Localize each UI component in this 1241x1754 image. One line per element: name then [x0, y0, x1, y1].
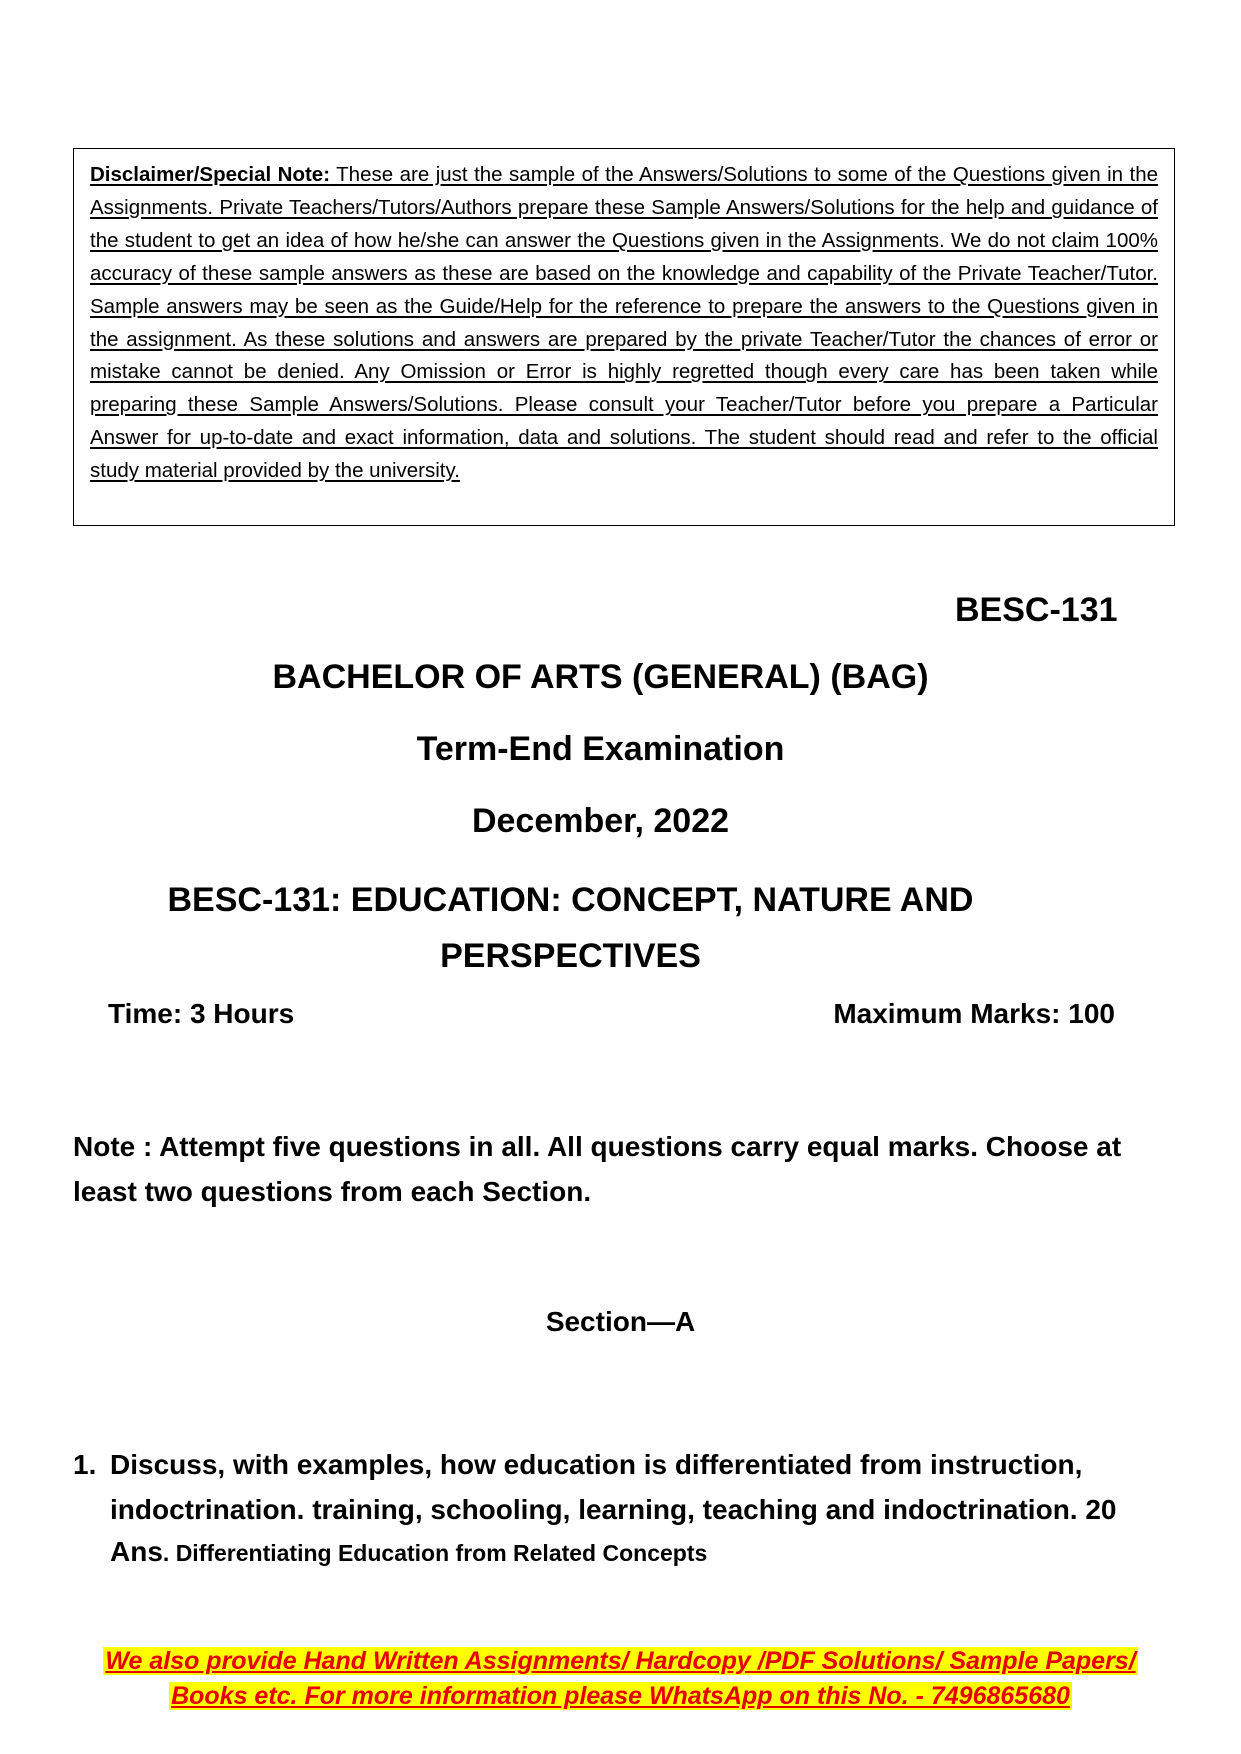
disclaimer-body: These are just the sample of the Answers/Solutions to some of the Questions given in the Assignments. Private Teachers/Tutors/Authors prepare these Sample Answers/Solutions for the help and guidance of the student to get an idea of how he/she can answer the Questions given in the Assignments. We do not claim 100% accuracy of these sample answers as these are based on the knowledge and capability of the Private Teacher/Tutor. Sample answers may be seen as the Guide/Help for the reference to prepare the answers to the Questions given in the assignment. As these solutions and answers are prepared by the private Teacher/Tutor the chances of error or mistake cannot be denied. Any Omission or Error is highly regretted though every care has been taken while preparing these Sample Answers/Solutions. Please consult your Teacher/Tutor before you prepare a Particular Answer for up-to-date and exact information, data and solutions. The student should read and refer to the official study material provided by the university. [90, 163, 1158, 483]
question-item [73, 1442, 1183, 1573]
exam-date: December, 2022 [471, 802, 730, 840]
promo-line-2: Books etc. For more information please WhatsApp on this No. - 7496865680 [171, 1682, 1070, 1710]
question-number: 1. [73, 1449, 97, 1480]
disclaimer-text [90, 159, 1158, 488]
exam-time: Time: 3 Hours [108, 998, 295, 1029]
paper-title [0, 872, 1191, 984]
exam-note: Note : Attempt five questions in all. All questions carry equal marks. Choose at least two questions from each Section. [73, 1131, 1122, 1207]
disclaimer-box [73, 148, 1175, 526]
promo-line-1: We also provide Hand Written Assignments/ Hardcopy /PDF Solutions/ Sample Papers/ [105, 1647, 1136, 1675]
answer-label: Ans [110, 1536, 163, 1567]
course-code: BESC-131 [955, 591, 1118, 629]
answer-heading: Differentiating Education from Related Concepts [175, 1540, 708, 1566]
question-text: Discuss, with examples, how education is differentiated from instruction, indoctrination. training, schooling, learning, teaching and indoctrination. 20 [110, 1449, 1117, 1525]
paper-title-line1: BESC-131: EDUCATION: CONCEPT, NATURE AND [167, 881, 974, 919]
disclaimer-label: Disclaimer/Special Note: [90, 163, 331, 186]
programme-title: BACHELOR OF ARTS (GENERAL) (BAG) [272, 658, 929, 696]
answer-line [73, 1532, 1183, 1573]
exam-title: Term-End Examination [416, 730, 785, 768]
section-heading: Section—A [545, 1306, 696, 1337]
paper-title-line2: PERSPECTIVES [440, 937, 701, 975]
answer-separator: . [162, 1540, 176, 1566]
max-marks: Maximum Marks: 100 [833, 998, 1115, 1029]
promo-footer [0, 1644, 1241, 1714]
